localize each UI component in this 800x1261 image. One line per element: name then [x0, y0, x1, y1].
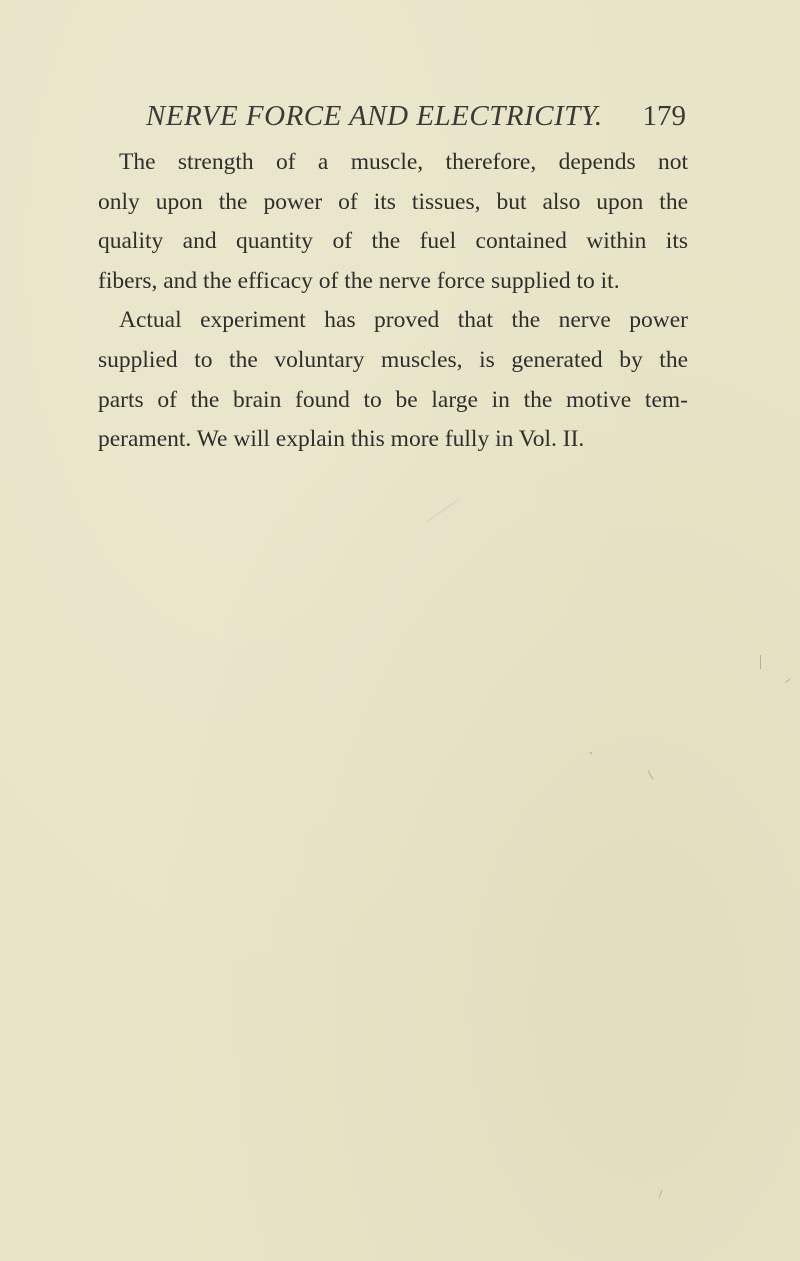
page-number: 179 — [642, 100, 686, 132]
running-head — [146, 100, 686, 140]
paper-speck — [648, 770, 654, 779]
text-line: The strength of a muscle, therefore, depends not — [119, 149, 688, 175]
text-line: quality and quantity of the fuel contained within its — [98, 228, 688, 255]
paper-speck — [590, 752, 592, 754]
paragraph-1 — [98, 143, 688, 301]
text-line: fibers, and the efficacy of the nerve force supplied to it. — [98, 267, 620, 294]
paragraph-2 — [98, 301, 688, 459]
text-line: perament. We will explain this more fully in Vol. II. — [98, 426, 585, 453]
text-line: supplied to the voluntary muscles, is generated by the — [98, 346, 688, 373]
text-line: parts of the brain found to be large in the motive tem- — [98, 386, 688, 413]
paper-speck — [760, 655, 761, 669]
paper-speck — [659, 1190, 663, 1198]
text-line: Actual experiment has proved that the nerve power — [119, 307, 688, 334]
paper-speck — [785, 678, 790, 683]
body-text — [98, 143, 688, 460]
text-line: only upon the power of its tissues, but also upon the — [98, 188, 688, 215]
running-title: NERVE FORCE AND ELECTRICITY. — [146, 100, 603, 132]
paper-speck — [426, 499, 459, 523]
